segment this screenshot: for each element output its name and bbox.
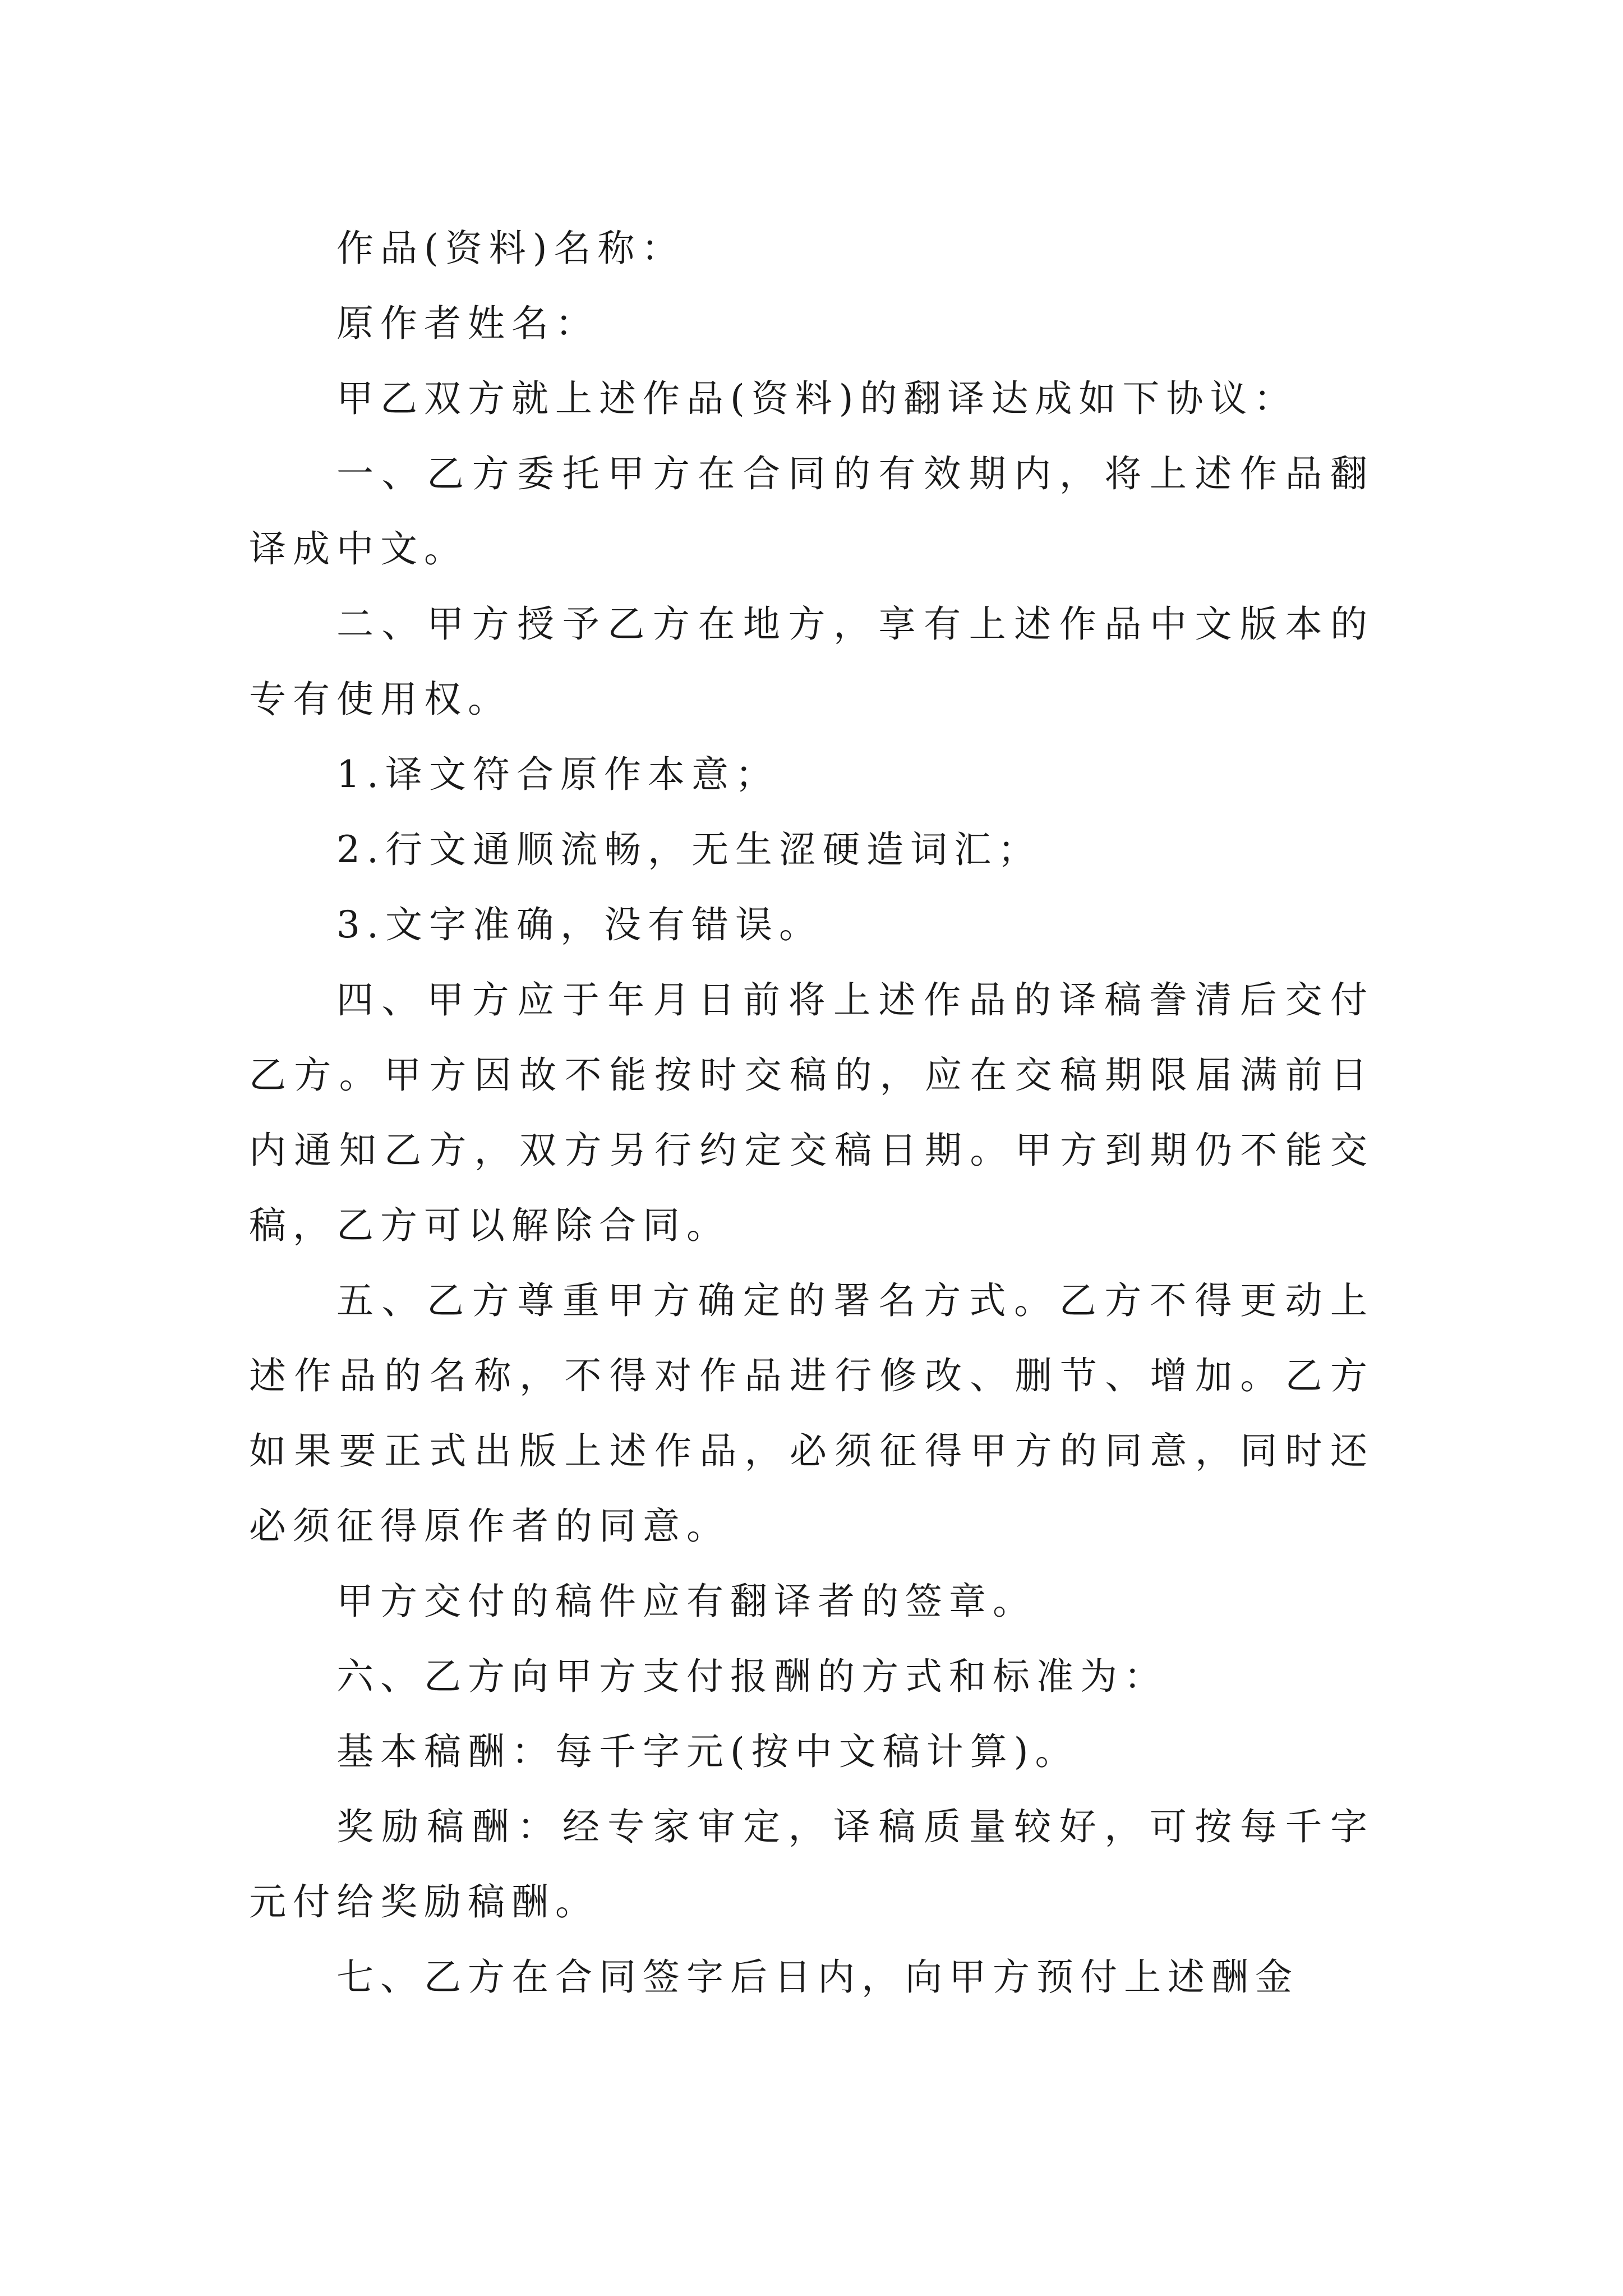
paragraph-clause-2: 二、甲方授予乙方在地方，享有上述作品中文版本的专有使用权。 [249,602,1374,721]
paragraph-original-author: 原作者姓名： [336,302,599,345]
paragraph-clause-1: 一、乙方委托甲方在合同的有效期内，将上述作品翻译成中文。 [249,452,1374,570]
paragraph-requirement-2: 2.行文通顺流畅，无生涩硬造词汇； [336,828,1041,871]
paragraph-basic-fee: 基本稿酬：每千字元(按中文稿计算)。 [336,1730,1079,1773]
paragraph-bonus-fee: 奖励稿酬：经专家审定，译稿质量较好，可按每千字元付给奖励稿酬。 [249,1805,1374,1924]
paragraph-work-title: 作品(资料)名称： [336,227,685,270]
paragraph-requirement-1: 1.译文符合原作本意； [336,753,779,796]
paragraph-clause-4: 四、甲方应于年月日前将上述作品的译稿誊清后交付乙方。甲方因故不能按时交稿的，应在交稿期限届满前日内通知乙方，双方另行约定交稿日期。甲方到期仍不能交稿，乙方可以解除合同。 [249,978,1374,1247]
paragraph-requirement-3: 3.文字准确，没有错误。 [336,903,823,946]
paragraph-clause-7: 七、乙方在合同签字后日内，向甲方预付上述酬金 [336,1955,1299,1999]
paragraph-signature-note: 甲方交付的稿件应有翻译者的签章。 [336,1580,1036,1623]
paragraph-clause-5: 五、乙方尊重甲方确定的署名方式。乙方不得更动上述作品的名称，不得对作品进行修改、删节、增加。乙方如果要正式出版上述作品，必须征得甲方的同意，同时还必须征得原作者的同意。 [249,1279,1374,1548]
document-body [249,211,1374,2015]
paragraph-clause-6: 六、乙方向甲方支付报酬的方式和标准为： [336,1655,1168,1698]
paragraph-agreement-intro: 甲乙双方就上述作品(资料)的翻译达成如下协议： [336,377,1298,420]
